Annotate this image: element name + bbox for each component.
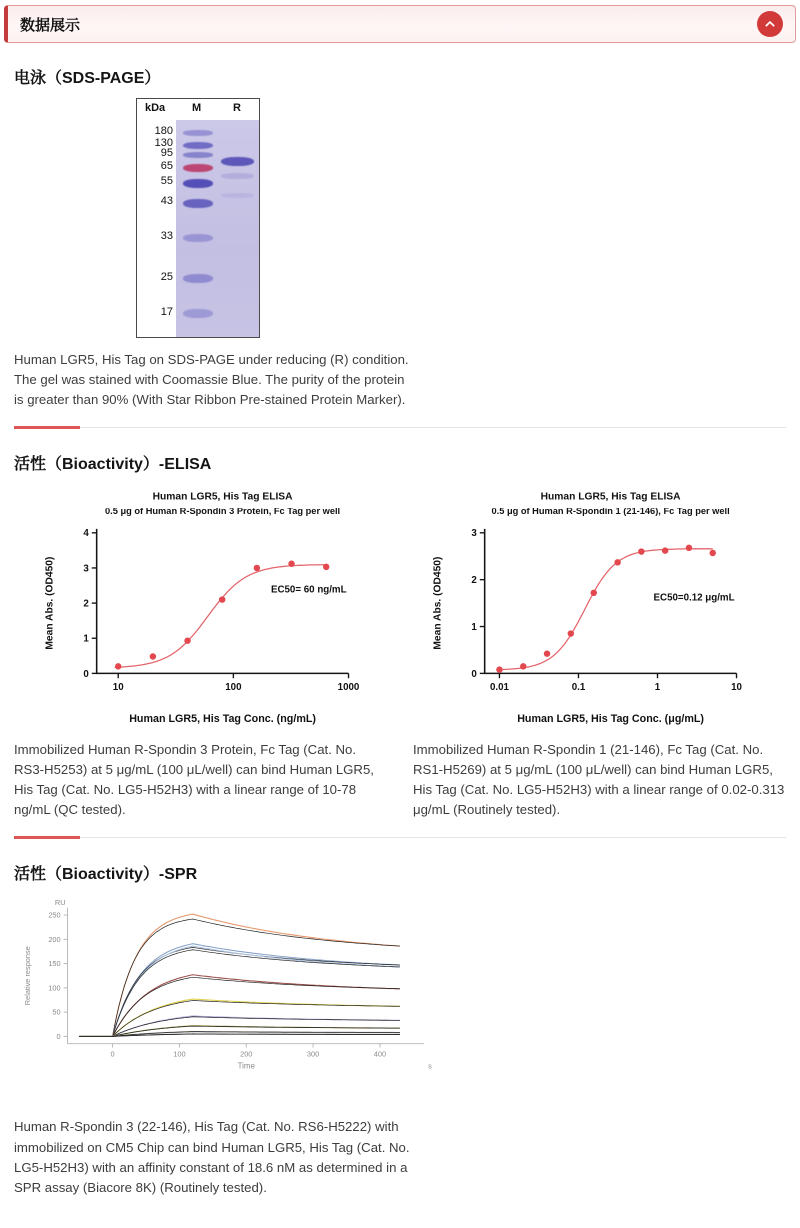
gel-marker-label: 25 (160, 270, 173, 283)
elisa-caption-1: Immobilized Human R-Spondin 3 Protein, Fc Tag (Cat. No. RS3-H5253) at 5 μg/mL (100 μL/well) can bind Human LGR5, His Tag (Cat. No. LG5-H52H3) with a linear range of 10-78 ng/mL (QC tested). (14, 742, 374, 818)
svg-text:Human LGR5, His Tag ELISA: Human LGR5, His Tag ELISA (540, 491, 681, 503)
svg-text:Relative response: Relative response (23, 946, 33, 1006)
svg-text:10: 10 (731, 682, 742, 694)
gel-marker-label: 55 (160, 175, 173, 188)
svg-text:EC50=0.12 μg/mL: EC50=0.12 μg/mL (653, 592, 735, 604)
svg-text:0.5 μg of Human R-Spondin 1 (2: 0.5 μg of Human R-Spondin 1 (21-146), Fc Tag per well (491, 506, 730, 517)
svg-text:0: 0 (471, 668, 477, 680)
svg-text:2: 2 (471, 575, 477, 587)
svg-text:10: 10 (112, 682, 124, 694)
sds-page-section-title: 电泳（SDS-PAGE） (14, 70, 161, 87)
gel-marker-label: 180 (154, 125, 173, 138)
svg-text:100: 100 (173, 1049, 186, 1059)
svg-text:200: 200 (48, 935, 61, 945)
spr-section-title: 活性（Bioactivity）-SPR (14, 866, 198, 884)
gel-ladder-band (183, 234, 213, 242)
gel-ladder-band (183, 309, 213, 318)
section-divider (14, 426, 786, 429)
gel-marker-label: 17 (160, 305, 173, 318)
svg-text:Mean Abs. (OD450): Mean Abs. (OD450) (432, 556, 444, 650)
svg-text:1000: 1000 (337, 682, 360, 694)
svg-text:Human LGR5, His Tag Conc. (μg/: Human LGR5, His Tag Conc. (μg/mL) (517, 713, 705, 726)
svg-text:s: s (428, 1061, 432, 1071)
svg-text:0: 0 (83, 668, 89, 680)
gel-sample-band (221, 157, 254, 166)
svg-text:150: 150 (48, 959, 61, 969)
svg-text:EC50= 60 ng/mL: EC50= 60 ng/mL (270, 584, 347, 596)
gel-ladder-band (183, 274, 213, 283)
svg-text:2: 2 (83, 598, 89, 610)
svg-text:1: 1 (471, 622, 477, 634)
gel-marker-label: 33 (160, 229, 173, 242)
gel-lane-label-m: M (192, 102, 202, 114)
gel-ladder-band (183, 179, 213, 188)
gel-lane-label-r: R (233, 102, 241, 114)
svg-text:100: 100 (225, 682, 242, 694)
page-title: 数据展示 (20, 16, 81, 34)
svg-text:0.1: 0.1 (571, 682, 586, 694)
spr-figure (18, 894, 786, 1091)
svg-text:100: 100 (48, 983, 61, 993)
elisa-chart-1 (40, 484, 372, 730)
gel-ladder-band (183, 142, 213, 149)
svg-text:0.5 μg of Human R-Spondin 3 Pr: 0.5 μg of Human R-Spondin 3 Protein, Fc Tag per well (105, 506, 341, 517)
svg-text:400: 400 (373, 1049, 387, 1059)
spr-caption: Human R-Spondin 3 (22-146), His Tag (Cat. No. RS6-H5222) with immobilized on CM5 Chip can bind Human LGR5, His Tag (Cat. No. LG5-H52H3) with an affinity constant of 18.6 nM as determined in a SPR assay (Biacore 8K) (Routinely tested). (14, 1119, 410, 1195)
svg-text:Time: Time (237, 1061, 255, 1071)
svg-text:0: 0 (56, 1032, 61, 1042)
gel-marker-label: 65 (160, 160, 173, 173)
svg-text:Human LGR5, His Tag Conc. (ng/: Human LGR5, His Tag Conc. (ng/mL) (129, 713, 316, 726)
gel-ladder-band (183, 152, 213, 158)
gel-marker-label: 43 (160, 195, 173, 208)
svg-text:Human LGR5, His Tag ELISA: Human LGR5, His Tag ELISA (152, 491, 293, 503)
chevron-up-icon (762, 16, 778, 32)
elisa-caption-2: Immobilized Human R-Spondin 1 (21-146), Fc Tag (Cat. No. RS1-H5269) at 5 μg/mL (100 μL/well) can bind Human LGR5, His Tag (Cat. No. LG5-H52H3) with a linear range of 0.02-0.313 μg/mL (Routinely tested). (413, 742, 785, 818)
svg-text:1: 1 (654, 682, 661, 694)
spr-chart (18, 894, 442, 1086)
data-display-section-header[interactable] (4, 5, 796, 43)
svg-text:0.01: 0.01 (489, 682, 509, 694)
sds-page-caption: Human LGR5, His Tag on SDS-PAGE under reducing (R) condition. The gel was stained with Coomassie Blue. The purity of the protein is greater than 90% (With Star Ribbon Pre-stained Protein Marker). (14, 352, 409, 408)
gel-marker-label: 95 (160, 147, 173, 160)
gel-ladder-band (183, 164, 213, 172)
svg-text:50: 50 (52, 1008, 61, 1018)
elisa-captions-row (14, 740, 786, 820)
svg-text:1: 1 (83, 633, 89, 645)
svg-text:4: 4 (83, 528, 89, 540)
gel-ladder-band (183, 130, 213, 136)
page-content (0, 65, 800, 1228)
svg-text:300: 300 (306, 1049, 320, 1059)
svg-text:RU: RU (54, 898, 66, 908)
elisa-section-title: 活性（Bioactivity）-ELISA (14, 456, 212, 474)
svg-text:0: 0 (110, 1049, 115, 1059)
sds-page-gel-figure (136, 98, 260, 338)
svg-text:250: 250 (48, 911, 61, 921)
svg-text:3: 3 (471, 528, 477, 540)
gel-ladder-band (183, 199, 213, 208)
gel-unit-label: kDa (145, 102, 166, 114)
section-divider (14, 836, 786, 839)
svg-text:Mean Abs. (OD450): Mean Abs. (OD450) (44, 556, 56, 650)
elisa-charts-row (14, 484, 786, 730)
svg-text:200: 200 (240, 1049, 253, 1059)
gel-marker-label: 130 (154, 137, 173, 150)
collapse-button[interactable] (757, 11, 783, 37)
svg-text:3: 3 (83, 563, 89, 575)
elisa-chart-2 (428, 484, 760, 730)
